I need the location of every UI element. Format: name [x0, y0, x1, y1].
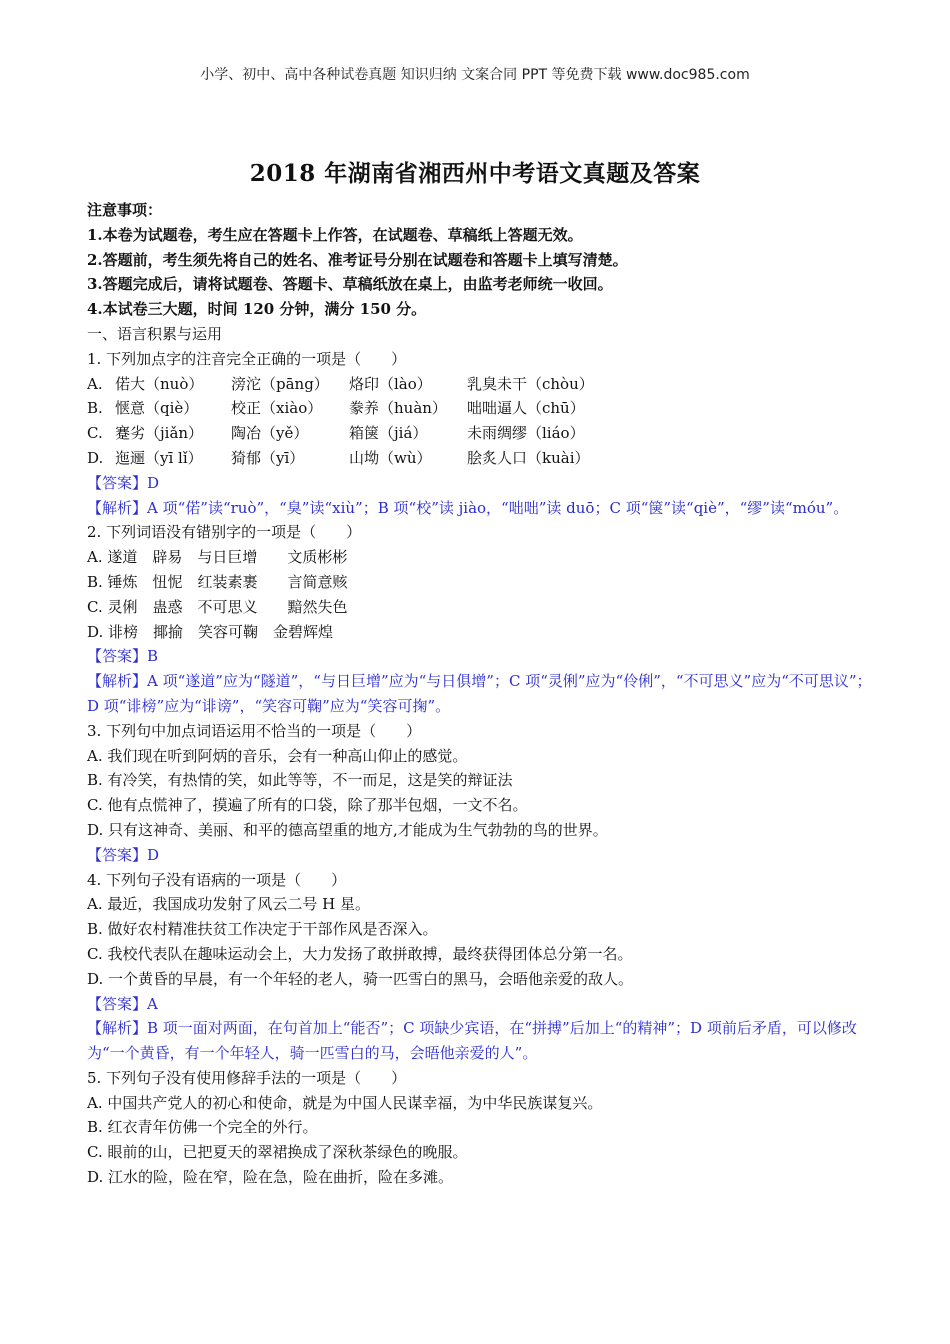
option-item: 陶冶（yě） [231, 424, 309, 443]
question-2-analysis: 【解析】A 项“遂道”应为“隧道”，“与日巨增”应为“与日俱增”；C 项“灵俐”应为“伶俐”，“不可思义”应为“不可思议”；D 项“诽榜”应为“诽谤”，“笑容可鞠”应为“笑容可掬”。 [87, 672, 872, 715]
question-4-option-d: D. 一个黄昏的早晨，有一个年轻的老人，骑一匹雪白的黑马，会晤他亲爱的敌人。 [87, 969, 634, 988]
notice-item: 2.答题前，考生须先将自己的姓名、准考证号分别在试题卷和答题卡上填写清楚。 [87, 250, 628, 269]
question-2-option-d: D. 诽榜 揶揄 笑容可鞠 金碧辉煌 [87, 622, 334, 641]
question-1-stem: 1. 下列加点字的注音完全正确的一项是（ ） [87, 349, 407, 368]
option-item: 校正（xiào） [231, 399, 323, 418]
option-letter: D. [87, 448, 104, 467]
notice-item: 3.答题完成后，请将试题卷、答题卡、草稿纸放在桌上，由监考老师统一收回。 [87, 275, 613, 294]
question-5-option-d: D. 江水的险，险在窄，险在急，险在曲折，险在多滩。 [87, 1168, 454, 1187]
option-item: 脍炙人口（kuài） [467, 448, 590, 467]
option-item: 迤逦（yī lǐ） [115, 448, 203, 467]
question-3-option-a: A. 我们现在听到阿炳的音乐，会有一种高山仰止的感觉。 [87, 746, 468, 765]
option-item: 箱箧（jiá） [349, 424, 428, 443]
question-3-option-c: C. 他有点慌神了，摸遍了所有的口袋，除了那半包烟，一文不名。 [87, 796, 528, 815]
document-body [87, 198, 877, 1190]
option-letter: B. [87, 399, 103, 418]
site-header: 小学、初中、高中各种试卷真题 知识归纳 文案合同 PPT 等免费下载 www.doc985.com [200, 67, 750, 83]
question-3-option-d: D. 只有这神奇、美丽、和平的德高望重的地方,才能成为生气勃勃的鸟的世界。 [87, 820, 608, 839]
question-2-option-b: B. 锤炼 忸怩 红装素裹 言简意赅 [87, 572, 348, 591]
option-item: 未雨绸缪（liáo） [467, 424, 585, 443]
notice-item: 1.本卷为试题卷，考生应在答题卡上作答，在试题卷、草稿纸上答题无效。 [87, 225, 583, 244]
question-1-analysis: 【解析】A 项“偌”读“ruò”，“臭”读“xiù”；B 项“校”读 jiào，“咄咄”读 duō；C 项“箧”读“qiè”，“缪”读“móu”。 [87, 498, 849, 517]
notice-heading: 注意事项： [87, 201, 163, 219]
question-4-answer: 【答案】A [87, 994, 158, 1013]
page-title: 2018 年湖南省湘西州中考语文真题及答案 [249, 160, 701, 187]
question-5-option-a: A. 中国共产党人的初心和使命，就是为中国人民谋幸福，为中华民族谋复兴。 [87, 1093, 603, 1112]
question-3-option-b: B. 有冷笑，有热情的笑，如此等等，不一而足，这是笑的辩证法 [87, 771, 513, 790]
question-2-stem: 2. 下列词语没有错别字的一项是（ ） [87, 523, 362, 542]
question-4-analysis: 【解析】B 项一面对两面，在句首加上“能否”；C 项缺少宾语，在“拼搏”后加上“的精神”；D 项前后矛盾，可以修改为“一个黄昏，有一个年轻人，骑一匹雪白的马，会晤他亲爱的人”。 [87, 1019, 857, 1063]
option-item: 滂沱（pāng） [231, 374, 329, 393]
option-item: 咄咄逼人（chū） [467, 399, 585, 418]
question-4-option-b: B. 做好农村精准扶贫工作决定于干部作风是否深入。 [87, 920, 438, 939]
option-item: 烙印（lào） [349, 374, 432, 393]
option-letter: A. [87, 374, 103, 393]
option-item: 偌大（nuò） [115, 374, 204, 393]
question-4-option-c: C. 我校代表队在趣味运动会上，大力发扬了敢拼敢搏，最终获得团体总分第一名。 [87, 944, 633, 963]
question-3-answer: 【答案】D [87, 845, 160, 864]
option-item: 乳臭未干（chòu） [467, 374, 594, 393]
question-1-option-c [87, 421, 877, 446]
option-item: 猗郁（yī） [231, 448, 305, 467]
question-1-option-d [87, 446, 877, 471]
question-1-option-a [87, 372, 877, 397]
question-3-stem: 3. 下列句中加点词语运用不恰当的一项是（ ） [87, 721, 422, 740]
question-1-answer: 【答案】D [87, 473, 160, 492]
notice-item: 4.本试卷三大题，时间 120 分钟，满分 150 分。 [87, 300, 427, 319]
option-item: 豢养（huàn） [349, 399, 447, 418]
question-4-option-a: A. 最近，我国成功发射了风云二号 H 星。 [87, 895, 370, 914]
question-1-option-b [87, 396, 877, 421]
option-letter: C. [87, 424, 103, 443]
question-5-option-b: B. 红衣青年仿佛一个完全的外行。 [87, 1118, 318, 1137]
question-4-stem: 4. 下列句子没有语病的一项是（ ） [87, 870, 347, 889]
question-5-stem: 5. 下列句子没有使用修辞手法的一项是（ ） [87, 1068, 407, 1087]
option-item: 山坳（wù） [349, 448, 432, 467]
question-2-answer: 【答案】B [87, 647, 159, 666]
option-item: 蹇劣（jiǎn） [115, 424, 204, 443]
question-2-option-a: A. 遂道 辟易 与日巨增 文质彬彬 [87, 548, 348, 567]
question-5-option-c: C. 眼前的山，已把夏天的翠裙换成了深秋茶绿色的晚服。 [87, 1143, 468, 1162]
option-item: 惬意（qiè） [115, 399, 199, 418]
question-2-option-c: C. 灵俐 蛊惑 不可思义 黯然失色 [87, 597, 348, 616]
section-heading: 一、语言积累与运用 [87, 324, 223, 343]
